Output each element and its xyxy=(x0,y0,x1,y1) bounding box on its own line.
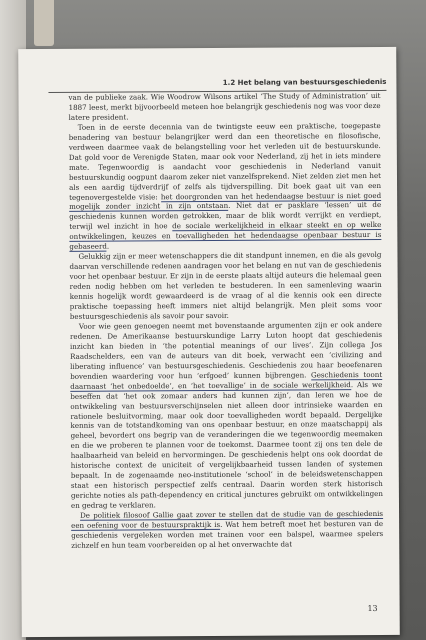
underlined-passage: Geschiedenis toont daarnaast ‘het onbedoelde’, en ‘het toevallige’ in de sociale werkelijkheid xyxy=(70,369,383,391)
paragraph xyxy=(70,320,383,511)
underlined-passage: De politiek filosoof Gallie gaat zover te stellen dat de studie van de geschiedenis een oefening voor de bestuurspraktijk is xyxy=(71,508,384,530)
text-segment: Voor wie geen genoegen neemt met bovenstaande argumenten zijn er ook andere redenen. De Amerikaanse bestuurskundige Larry Luton hoopt dat geschiedenis inzicht kan bieden in ‘the potential meanings of our lives’. Zijn collega Jos Raadschelders, een van de auteurs van dit boek, verwacht een ‘civilizing and liberating influence’ van bestuursgeschiedenis. Geschiedenis zou haar beoefenaren bovendien waardering voor hun ‘erfgoed’ kunnen bijbrengen. xyxy=(69,319,383,381)
book-page xyxy=(18,47,400,637)
text-segment: . Wat hem betreft moet het besturen van de geschiedenis vergeleken worden met trainen voor een balspel, waarmee spelers zichzelf en hun team voorbereiden op al het onverwachte dat xyxy=(71,518,384,550)
page-number: 13 xyxy=(367,603,378,614)
paragraph xyxy=(71,509,383,551)
text-segment: . Niet dat er pasklare ‘lessen’ uit de geschiedenis kunnen worden getrokken, maar de blik wordt verrijkt en verdiept, terwijl wel inzicht in hoe xyxy=(69,200,382,232)
text-segment: . xyxy=(106,241,110,251)
text-segment: Gelukkig zijn er meer wetenschappers die dit standpunt innemen, en die als gevolg daarvan verschillende redenen aandragen voor het belang en nut van de geschiedenis voor het openbaar bestuur. Er zijn in de eerste plaats altijd auteurs die helemaal geen reden nodig hebben om het verleden te bestuderen. In een samenleving waarin kennis hogelijk wordt gewaardeerd is de vraag of al die kennis ook een directe praktische toepassing heeft immers niet altijd belangrijk. Men pleit soms voor bestuursgeschiedenis als savoir pour savoir. xyxy=(69,250,382,321)
text-segment: Toen in de eerste decennia van de twintigste eeuw een praktische, toegepaste benadering van bestuur belangrijker werd dan een theoretische en filosofische, verdween daarmee vaak de belangstelling voor het verleden uit de bestuurskunde. Dat gold voor de Verenigde Staten, maar ook voor Nederland, zij het in iets mindere mate. Tegenwoordig is aandacht voor geschiedenis in Nederland vanuit bestuurskundig oogpunt daarom zeker niet vanzelfsprekend. Niet zelden ziet men het als een aardig tijdverdrijf of zelfs als tijdverspilling. Dit boek gaat uit van een tegenovergestelde visie: xyxy=(68,120,382,202)
text-segment: . Als we beseffen dat ‘het ook zomaar anders had kunnen zijn’, dan leren we hoe de ontwikkeling van bestuursverschijnselen niet alleen door intrinsieke waarden en rationele besluitvorming, maar ook door toevalligheden wordt bepaald. Dergelijke kennis van de totstandkoming van ons openbaar bestuur, en onze maatschappij als geheel, bevordert ons begrip van de veranderingen die we tegenwoordig meemaken en die we proberen te plannen voor de toekomst. Daarmee toont zij ons ten dele de haalbaarheid van beleid en hervormingen. De geschiedenis helpt ons ook doordat de historische context de uniciteit of vergelijkbaarheid tussen landen of systemen bepaalt. In de zogenaamde neo-institutionele ‘school’ in de beleidswetenschappen staat een historisch perspectief zelfs centraal. Daarin worden sterk historisch gerichte noties als path-dependency en critical junctures gebruikt om ontwikkelingen en gedrag te verklaren. xyxy=(70,379,383,510)
underlined-passage: de sociale werkelijkheid in elkaar steekt en op welke ontwikkelingen, keuzes en toevalligheden het hedendaagse openbaar bestuur is gebaseerd xyxy=(69,220,382,252)
running-header xyxy=(48,69,386,93)
paper-clip xyxy=(34,0,54,46)
paragraph xyxy=(69,250,381,322)
paragraph xyxy=(69,121,382,252)
underlined-passage: het doorgronden van het hedendaagse bestuur is niet goed mogelijk zonder inzicht in zijn ontstaan xyxy=(69,190,382,212)
running-title: 1.2 Het belang van bestuursgeschiedenis xyxy=(222,77,387,87)
text-segment: van de publieke zaak. Wie Woodrow Wilsons artikel ‘The Study of Administration’ uit 1887 leest, merkt bijvoorbeeld meteen hoe belangrijk geschiedenis nog was voor deze latere president. xyxy=(68,90,381,122)
page-body xyxy=(68,91,383,551)
paragraph xyxy=(68,91,380,123)
